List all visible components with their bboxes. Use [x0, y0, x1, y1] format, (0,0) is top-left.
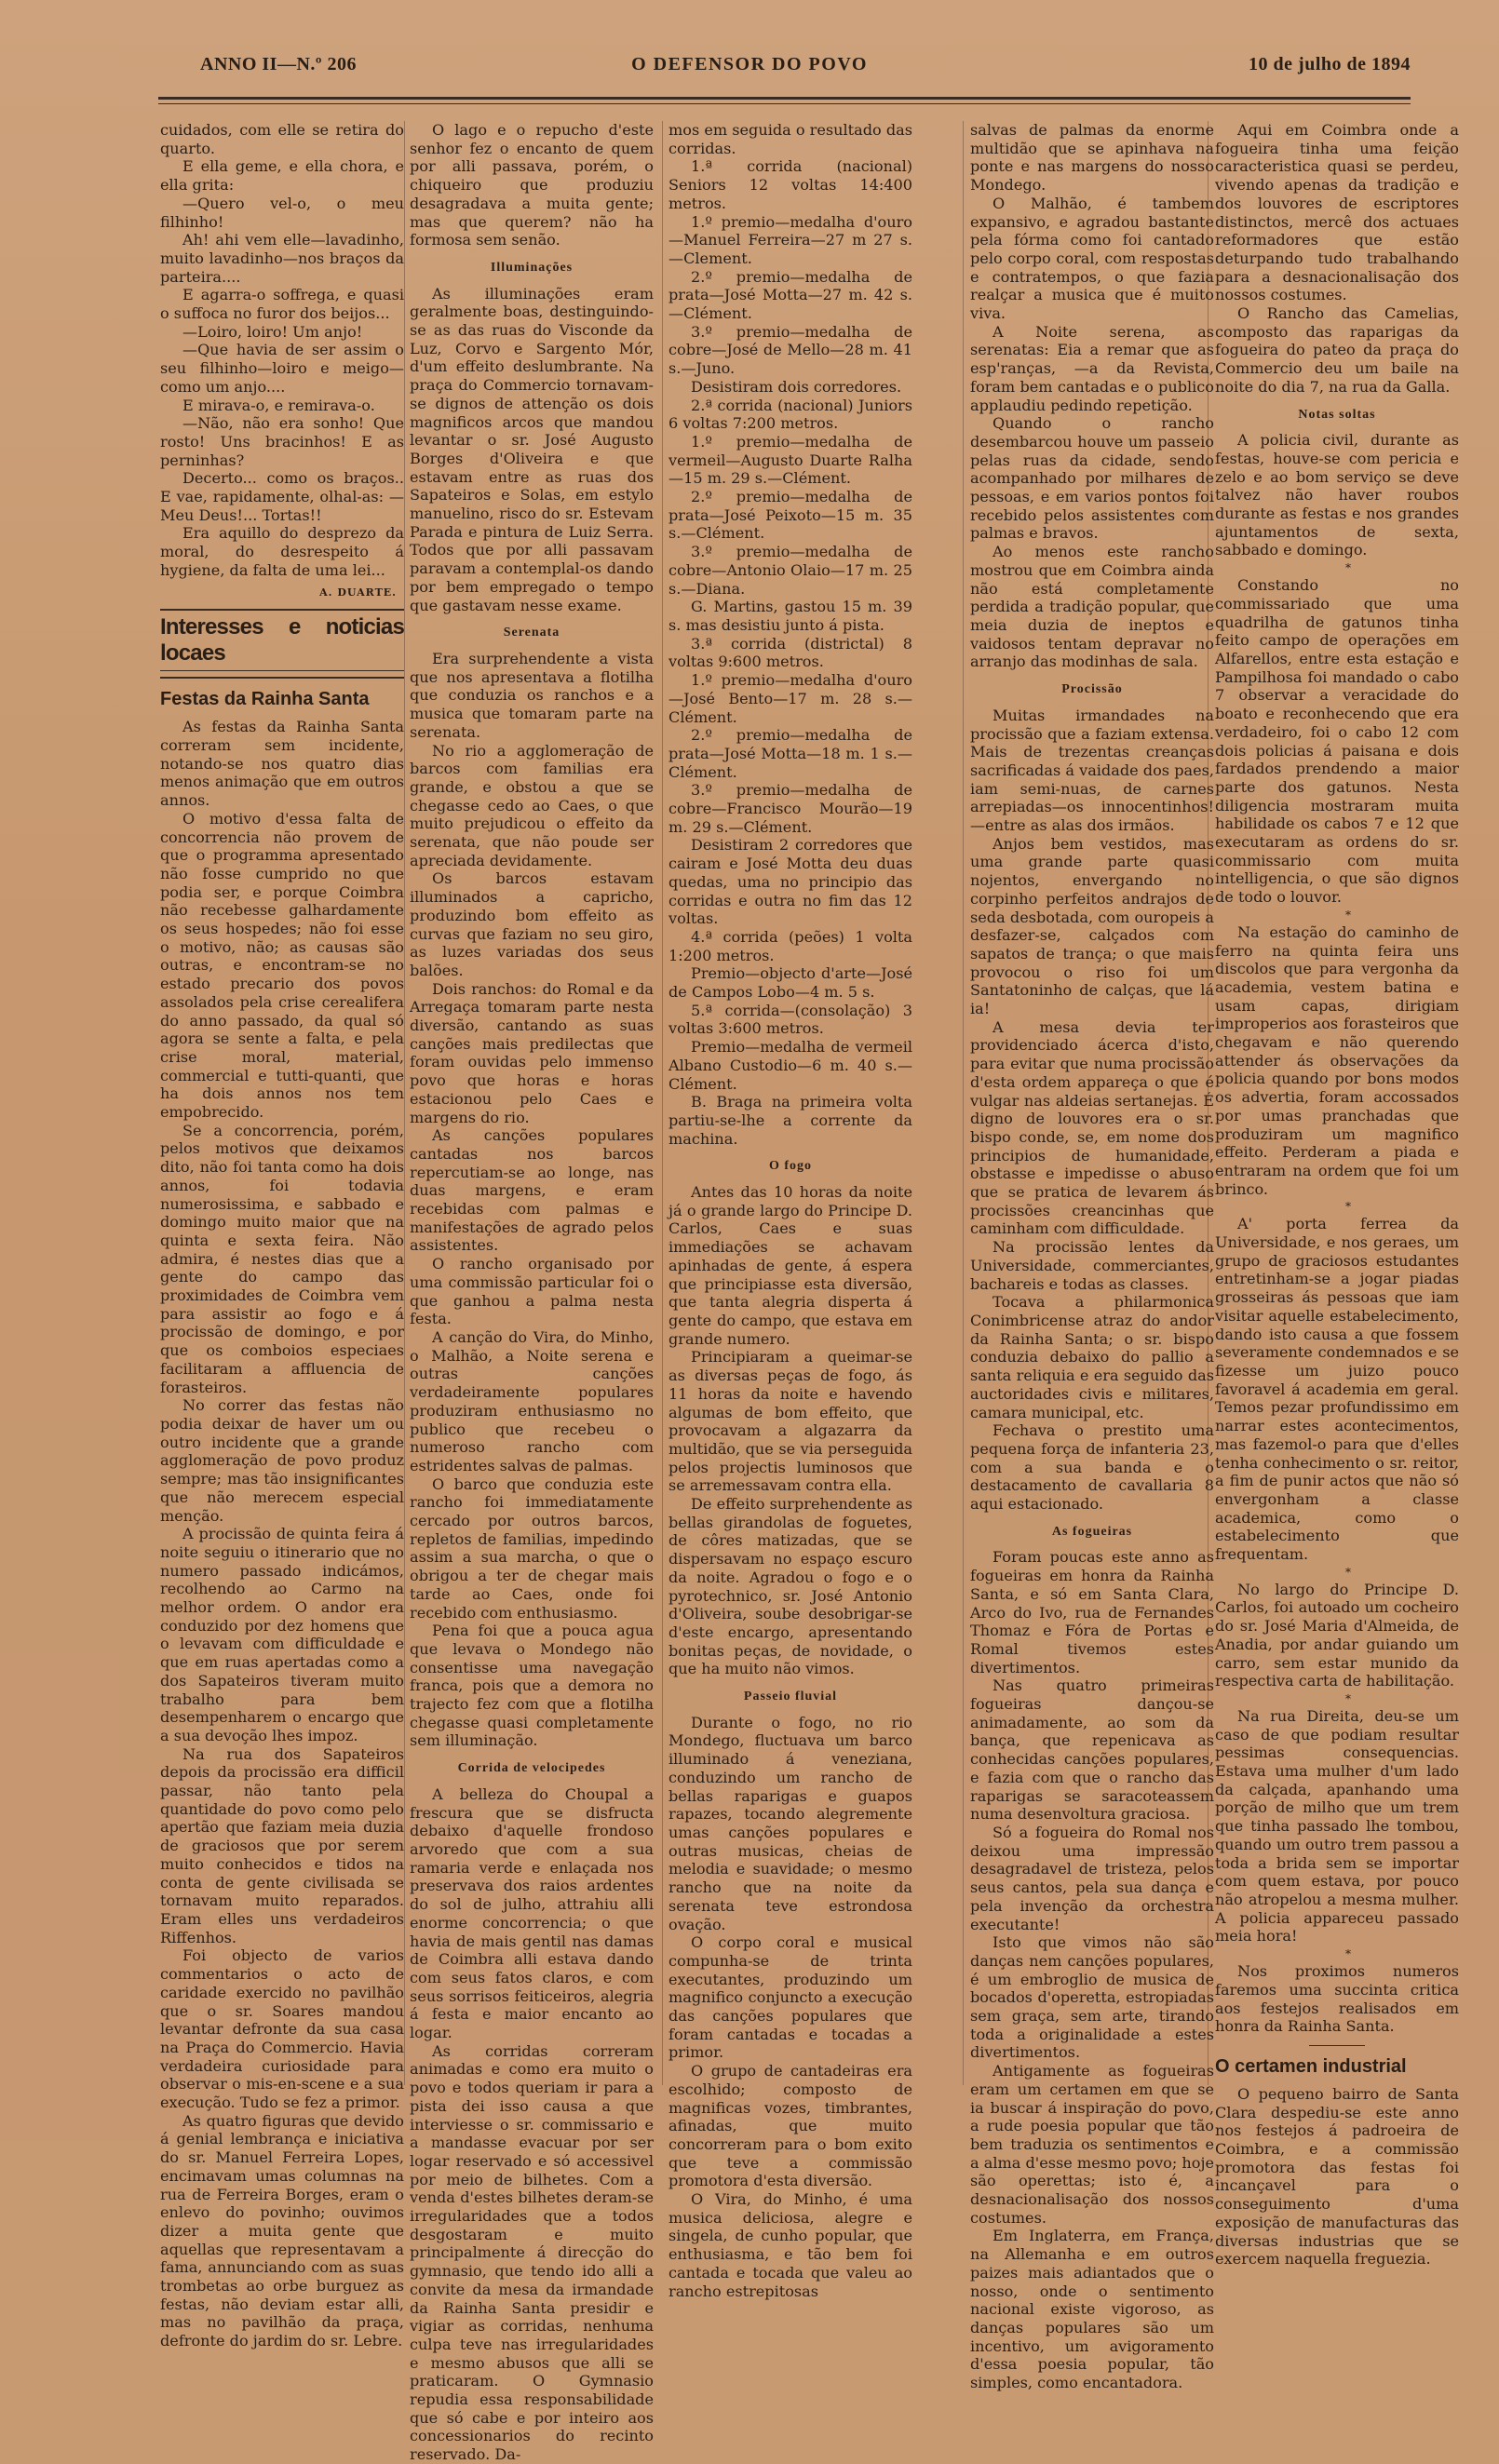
subsection-heading: Notas soltas [1298, 407, 1376, 422]
short-rule [1309, 2045, 1365, 2046]
paragraph: A' porta ferrea da Universidade, e nos geraes, um grupo de graciosos estudantes entretinham-se a jogar piadas grosseiras ás pessoas que iam visitar aquelle estabelecimento, dando isto causa a que fossem severamente condemnados e se fizesse um juizo pouco favoravel á academia em geral. Temos pezar profundissimo em narrar estes acontecimentos, mas fazemol-o para que d'elles tenha conhecimento o sr. reitor, a fim de punir actos que não só envergonham a classe academica, como o estabelecimento que frequentam. [1215, 1215, 1459, 1564]
paragraph: Tocava a philarmonica Conimbricense atraz do andor da Rainha Santa; o sr. bispo conduzia debaixo do pallio a santa reliquia e era seguido das auctoridades civis e militares, camara municipal, etc. [970, 1293, 1214, 1421]
paragraph: E ella geme, e ella chora, e ella grita: [160, 157, 404, 195]
subsection-heading: Serenata [503, 626, 560, 640]
paragraph: A canção do Vira, do Minho, o Malhão, a Noite serena e outras canções verdadeiramente populares produziram enthusiasmo no publico que recebeu o numeroso rancho com estridentes salvas de palmas. [410, 1328, 654, 1474]
masthead-rule-thin [158, 103, 1411, 104]
paragraph: Só a fogueira do Romal nos deixou uma impressão desagradavel de tristeza, pelos seus cantos, pela sua dança e pela invenção da orchestra executante! [970, 1823, 1214, 1933]
paragraph: Foram poucas este anno as fogueiras em honra da Rainha Santa, e só em Santa Clara, Arco do Ivo, rua de Fernandes Thomaz e Fóra de Portas e Romal tivemos estes divertimentos. [970, 1548, 1214, 1676]
race-result: 1.º premio—medalha de vermeil—Augusto Duarte Ralha—15 m. 29 s.—Clément. [668, 432, 912, 488]
paragraph: Os barcos estavam illuminados a capricho, produzindo bom effeito as curvas que faziam no seu giro, as luzes variadas dos seus balões. [410, 869, 654, 979]
star-separator: * [1345, 908, 1351, 922]
paragraph: Na rua Direita, deu-se um caso de que podiam resultar pessimas consequencias. Estava uma mulher d'um lado da calçada, apanhando uma porção de milho que um trem que tinha passado lhe tombou, quando um outro trem passou a toda a brida sem se importar com quem estava, por pouco não atropelou a mesma mulher. A policia appareceu passado meia hora! [1215, 1706, 1459, 1946]
newspaper-title: O DEFENSOR DO POVO [631, 54, 868, 74]
paragraph: E mirava-o, e remirava-o. [182, 396, 375, 414]
paragraph: Nos proximos numeros faremos uma succinta critica aos festejos realisados em honra da Rainha Santa. [1215, 1962, 1459, 2036]
paragraph: —Que havia de ser assim o seu filhinho—loiro e meigo—como um anjo.... [160, 341, 404, 396]
subsection-heading: Corrida de velocipedes [457, 1761, 606, 1776]
race-result: 1.º premio—medalha d'ouro—José Bento—17 m. 28 s.—Clément. [668, 671, 912, 726]
race-result: Desistiram 2 corredores que cairam e José Motta deu duas quedas, uma no principio das corridas e outra no fim das 12 voltas. [668, 836, 912, 928]
subsection-heading: Illuminações [490, 260, 574, 275]
paragraph: A belleza do Choupal a frescura que se disfructa debaixo d'aquelle frondoso arvoredo que com a sua ramaria verde e enlaçada nos preservava dos raios ardentes do sol de julho, attrahiu alli enorme concorrencia; o que havia de mais gentil nas damas de Coimbra alli estava dando com seus fatos claros, e com seus sorrisos feiticeiros, alegria á festa e maior encanto ao logar. [410, 1784, 654, 2042]
race-result: B. Braga na primeira volta partiu-se-lhe a corrente da machina. [668, 1093, 912, 1148]
paragraph: No correr das festas não podia deixar de haver um ou outro incidente que a grande agglomeração de povo produz sempre; mas tão insignificantes que não merecem especial menção. [160, 1396, 404, 1525]
race-result: G. Martins, gastou 15 m. 39 s. mas desistiu junto á pista. [668, 598, 912, 634]
paragraph: Muitas irmandades na procissão que a faziam extensa. Mais de trezentas creanças sacrificadas á vaidade dos paes, iam semi-nuas, de carnes arrepiadas—os innocentinhos!—entre as alas dos irmãos. [970, 706, 1214, 835]
column-2 [410, 121, 654, 2464]
paragraph: Antigamente as fogueiras eram um certamen em que se ia buscar á inspiração do povo, a rude poesia popular que tão bem traduzia os sentimentos e a alma d'esse mesmo povo; hoje são operettas; isto é, a desnacionalisação dos nossos costumes. [970, 2062, 1214, 2227]
paragraph: cuidados, com elle se retira do quarto. [160, 121, 404, 157]
column-1 [160, 121, 404, 2350]
paragraph: Decerto... como os braços.. E vae, rapidamente, olhal-as: —Meu Deus!... Tortas!! [160, 469, 404, 524]
paragraph: Ah! ahi vem elle—lavadinho, muito lavadinho—nos braços da parteira.... [160, 231, 404, 286]
section-rule [160, 677, 404, 679]
race-result: 4.ª corrida (peões) 1 volta 1:200 metros. [668, 927, 912, 964]
issue-number: ANNO II—N.º 206 [200, 54, 357, 74]
paragraph: As corridas correram animadas e como era muito o povo e todos queriam ir para a pista dei isso causa a que interviesse o sr. commissario e a mandasse evacuar por ser logar reservado e só accessivel por meio de bilhetes. Com a venda d'estes bilhetes deram-se irregularidades que a todos desgostaram e muito principalmente á direcção do gymnasio, que tendo ido alli a convite da mesa da irmandade da Rainha Santa presidir e vigiar as corridas, nenhuma culpa teve nas irregularidades e mesmo abusos que alli se praticaram. O Gymnasio repudia essa responsabilidade que só cabe e por inteiro aos concessionarios do recinto reservado. Da- [410, 2041, 654, 2464]
paragraph: As canções populares cantadas nos barcos repercutiam-se ao longe, nas duas margens, e eram recebidas com palmas e manifestações de agrado pelos assistentes. [410, 1126, 654, 1255]
paragraph: —Quero vel-o, o meu filhinho! [160, 194, 404, 231]
paragraph: Nas quatro primeiras fogueiras dançou-se animadamente, ao som da bança, que repenicava as conhecidas canções populares, e fazia com que o rancho das raparigas se saracoteassem numa desenvoltura graciosa. [970, 1676, 1214, 1824]
article-title: Festas da Rainha Santa [160, 689, 370, 710]
paragraph: O Vira, do Minho, é uma musica deliciosa, alegre e singela, de cunho popular, que enthusiasma, e tão bem foi cantada e tocada que valeu ao rancho estrepitosas [668, 2190, 912, 2300]
paragraph: As illuminações eram geralmente boas, destinguindo-se as das ruas do Visconde da Luz, Corvo e Sargento Mór, d'um effeito deslumbrante. Na praça do Commercio tornavam-se dignos de attenção os dois magnificos arcos que mandou levantar o sr. José Augusto Borges d'Oliveira e que estavam entre as ruas dos Sapateiros e Solas, em estylo manuelino, risco do sr. Estevam Parada e pintura de Luiz Serra. Todos que por alli passavam paravam a contemplal-os dando por bem empregado o tempo que gastavam nesse exame. [410, 284, 654, 614]
paragraph: Era aquillo do desprezo da moral, do desrespeito á hygiene, da falta de uma lei... [160, 524, 404, 579]
race-result: 2.º premio—medalha de prata—José Motta—27 m. 42 s.—Clément. [668, 267, 912, 323]
paragraph: Foi objecto de varios commentarios o acto de caridade exercido no pavilhão que o sr. Soares mandou levantar defronte da sua casa na Praça do Commercio. Havia verdadeira curiosidade para observar o mis-en-scene e a sua execução. Tudo se fez a primor. [160, 1946, 404, 2112]
paragraph: Se a concorrencia, porém, pelos motivos que deixamos dito, não foi tanta como ha dois annos, foi todavia numerosissima, e sabbado e domingo muito maior que na quinta e sexta feira. Não admira, é nestes dias que a gente do campo das proximidades de Coimbra vem para assistir ao fogo e á procissão de domingo, e por que os comboios especiaes facilitaram a affluencia de forasteiros. [160, 1121, 404, 1396]
paragraph: O lago e o repucho d'este senhor fez o encanto de quem por alli passava, porém, o chiqueiro que produziu desagradava a muita gente; mas que querem? não ha formosa sem senão. [410, 121, 654, 249]
paragraph: Principiaram a queimar-se as diversas peças de fogo, ás 11 horas da noite e havendo algumas de bom effeito, que provocavam a algazarra da multidão, que se via perseguida pelos projectis luminosos que se arremessavam contra ella. [668, 1348, 912, 1495]
paragraph: O Malhão, é tambem expansivo, e agradou bastante pela fórma como foi cantado pelo corpo coral, com respostas e contratempos, o que fazia realçar a musica que é muito viva. [970, 194, 1214, 323]
paragraph: Pena foi que a pouca agua que levava o Mondego não consentisse uma navegação franca, pois que a demora no trajecto fez com que a flotilha chegasse quasi completamente sem illuminação. [410, 1622, 654, 1750]
paragraph: As quatro figuras que devido á genial lembrança e iniciativa do sr. Manuel Ferreira Lopes, encimavam umas columnas na rua de Ferreira Borges, eram o enlevo do povinho; ouvimos dizer a muita gente que aquellas que representavam a fama, annunciando com as suas trombetas ao orbe burguez as festas, não deviam estar alli, mas no pavilhão da praça, defronte do jardim do sr. Lebre. [160, 2111, 404, 2350]
issue-date: 10 de julho de 1894 [1249, 54, 1411, 74]
masthead [0, 54, 1499, 80]
paragraph: A policia civil, durante as festas, houve-se com pericia e zelo e ao bom serviço se deve talvez não haver roubos durante as festas e nos grandes ajuntamentos de sexta, sabbado e domingo. [1215, 431, 1459, 559]
column-divider [963, 121, 964, 2085]
paragraph: Na rua dos Sapateiros depois da procissão era difficil passar, não tanto pela quantidade do povo como pelo apertão que faziam meia duzia de graciosos que por serem muito conhecidos e tidos na conta de gente civilisada se tornavam muito reparados. Eram elles uns verdadeiros Riffenhos. [160, 1744, 404, 1946]
column-4 [970, 121, 1214, 2392]
paragraph: Durante o fogo, no rio Mondego, fluctuava um barco illuminado á veneziana, conduzindo um rancho de bellas raparigas e guapos rapazes, tocando alegremente umas canções populares e outras musicas, cheias de melodia e suavidade; o mesmo rancho que na noite da serenata teve estrondosa ovação. [668, 1713, 912, 1933]
race-result: Desistiram dois corredores. [691, 377, 902, 396]
paragraph: —Loiro, loiro! Um anjo! [182, 322, 363, 341]
paragraph: Era surprehendente a vista que nos apresentava a flotilha que conduzia os ranchos e a musica que tomaram parte na serenata. [410, 649, 654, 741]
column-divider [404, 121, 405, 2085]
masthead-rule-thick [158, 97, 1411, 100]
paragraph: As festas da Rainha Santa correram sem incidente, notando-se nos quatro dias menos animação que em outros annos. [160, 718, 404, 810]
race-result: 2.º premio—medalha de prata—José Motta—18 m. 1 s.—Clément. [668, 726, 912, 781]
paragraph: Antes das 10 horas da noite já o grande largo do Principe D. Carlos, Caes e suas immediações se achavam apinhadas de gente, á espera que principiasse esta diversão, que tanta alegria disperta á gente do campo, que estava em grande numero. [668, 1183, 912, 1348]
subsection-heading: Passeio fluvial [743, 1690, 838, 1704]
paragraph: Na estação do caminho de ferro na quinta feira uns discolos que para vergonha da academia, vestem batina e usam capas, dirigiam improperios aos forasteiros que chegavam e não querendo attender ás observações da policia quando por bons modos os advertia, foram accossados por umas pranchadas que produziram um magnifico effeito. Perderam a piada e entraram na ordem que foi um brinco. [1215, 922, 1459, 1198]
paragraph: Anjos bem vestidos, mas uma grande parte quasi nojentos, envergando no corpinho perfeitos andrajos de seda desbotada, com ouropeis a desfazer-se, calçados com sapatos de trança; o que mais provocou o riso foi um Santatoninho de calças, que lá ia! [970, 834, 1214, 1018]
paragraph: Ao menos este rancho mostrou que em Coimbra ainda não está completamente perdida a tradição popular, que meia duzia de ineptos e vaidosos tentam depravar no arranjo das modinhas de sala. [970, 543, 1214, 671]
paragraph: O corpo coral e musical compunha-se de trinta executantes, produzindo um magnifico conjuncto a execução das canções populares que foram cantadas e tocadas a primor. [668, 1933, 912, 2062]
paragraph: O Rancho das Camelias, composto das raparigas da fogueira do pateo da praça do Commercio deu um baile na noite do dia 7, na rua da Galla. [1215, 304, 1459, 396]
star-separator: * [1345, 1565, 1351, 1579]
paragraph: A mesa devia ter providenciado ácerca d'isto, para evitar que numa procissão d'esta ordem appareça o que é vulgar nas aldeias sertanejas. É digno de louvores era o sr. bispo conde, se, em nome dos principios de humanidade, obstasse e impedisse o abuso que se pratica de levarem ás procissões creancinhas que caminham com difficuldade. [970, 1017, 1214, 1238]
column-3 [668, 121, 912, 2300]
paragraph: O rancho organisado por uma commissão particular foi o que ganhou a palma nesta festa. [410, 1255, 654, 1328]
paragraph: Constando no commissariado que uma quadrilha de gatunos tinha feito campo de operações em Alfarellos, entre esta estação e Pampilhosa foi mandado o cabo 7 observar a veracidade do boato e reconhecendo que era verdadeiro, foi o cabo 12 com dois policias á paisana e dois fardados prendendo a maior parte dos gatunos. Nesta diligencia mostraram muita habilidade os cabos 7 e 12 que executaram as ordens do sr. commissario com muita intelligencia, o que são dignos de todo o louvor. [1215, 576, 1459, 907]
column-5 [1215, 121, 1459, 2269]
paragraph: —Não, não era sonho! Que rosto! Uns bracinhos! E as perninhas? [160, 414, 404, 469]
race-result: 1.º premio—medalha d'ouro—Manuel Ferreira—27 m 27 s.—Clement. [668, 212, 912, 267]
author-signature: A. DUARTE. [319, 586, 397, 599]
paragraph: No rio a agglomeração de barcos com familias era grande, e obstou a que se chegasse cedo ao Caes, o que muito prejudicou o effeito da serenata, que não poude ser apreciada devidamente. [410, 741, 654, 869]
paragraph: Isto que vimos não são danças nem canções populares, é um embroglio de musica de bocados d'operetta, estropiadas sem graça, sem arte, tirando toda a originalidade a estes divertimentos. [970, 1933, 1214, 2062]
paragraph: Fechava o prestito uma pequena força de infanteria 23, com a sua banda e o destacamento de cavallaria 8 aqui estacionado. [970, 1421, 1214, 1514]
star-separator: * [1345, 1200, 1351, 1214]
paragraph: E agarra-o soffrega, e quasi o suffoca no furor dos beijos... [160, 286, 404, 323]
paragraph: Quando o rancho desembarcou houve um passeio pelas ruas da cidade, sendo acompanhado por milhares de pessoas, e em varios pontos foi recebido pelos assistentes com palmas e bravos. [970, 414, 1214, 543]
paragraph: Na procissão lentes da Universidade, commerciantes, bachareis e todas as classes. [970, 1238, 1214, 1293]
race-result: 5.ª corrida—(consolação) 3 voltas 3:600 metros. [668, 1001, 912, 1038]
race-result: 3.ª corrida (districtal) 8 voltas 9:600 metros. [668, 634, 912, 671]
paragraph: O motivo d'essa falta de concorrencia não provem de que o programma apresentado não fosse cumprido no que podia ser, e porque Coimbra não recebesse galhardamente os seus hospedes; não foi esse o motivo, não; as causas são outras, e encontram-se no estado precario dos povos assolados pela crise cerealifera do anno passado, da qual só agora se sente a falta, e pela crise moral, material, commercial e tutti-quanti, que ha dois annos nos tem empobrecido. [160, 809, 404, 1122]
race-result: 3.º premio—medalha de cobre—Antonio Olaio—17 m. 25 s.—Diana. [668, 543, 912, 598]
race-result: Premio—medalha de vermeil Albano Custodio—6 m. 40 s.—Clément. [668, 1038, 912, 1093]
paragraph: salvas de palmas da enorme multidão que se apinhava na ponte e nas margens do nosso Mondego. [970, 121, 1214, 195]
subsection-heading: Procissão [1061, 682, 1123, 697]
article-title: O certamen industrial [1215, 2055, 1407, 2077]
paragraph: A procissão de quinta feira á noite seguiu o itinerario que no numero passado indicámos, recolhendo ao Carmo na melhor ordem. O andor era conduzido por dez homens que o levavam com difficuldade e que em ruas apertadas como a dos Sapateiros tiveram muito trabalho para bem desempenharem o encargo que a sua devoção lhes impoz. [160, 1525, 404, 1744]
paragraph: O grupo de cantadeiras era escolhido; composto de magnificas vozes, timbrantes, afinadas, que muito concorreram para o bom exito que teve a commissão promotora d'esta diversão. [668, 2062, 912, 2190]
paragraph: No largo do Principe D. Carlos, foi autoado um cocheiro do sr. José Maria d'Almeida, de Anadia, por andar guiando um carro, sem estar munido da respectiva carta de habilitação. [1215, 1580, 1459, 1690]
subsection-heading: O fogo [768, 1159, 813, 1174]
paragraph: O pequeno bairro de Santa Clara despediu-se este anno nos festejos á padroeira de Coimbra, e a commissão promotora das festas foi incançavel para o conseguimento d'uma exposição de manufacturas das diversas industrias que se exercem naquella freguezia. [1215, 2084, 1459, 2269]
race-result: 2.ª corrida (nacional) Juniors 6 voltas 7:200 metros. [668, 396, 912, 433]
paragraph: Dois ranchos: do Romal e da Arregaça tomaram parte nesta diversão, cantando as suas canções mais predilectas que foram ouvidas pelo immenso povo que horas e horas estacionou pelo Caes e margens do rio. [410, 979, 654, 1126]
star-separator: * [1345, 561, 1351, 575]
paragraph: A Noite serena, as serenatas: Eia a remar que as esp'ranças, —a da Revista, foram bem cantadas e o publico applaudiu pedindo repetição. [970, 322, 1214, 414]
paragraph: Aqui em Coimbra onde a fogueira tinha uma feição caracteristica quasi se perdeu, vivendo apenas da tradição e dos louvores de escriptores distinctos, mercê dos actuaes reformadores que estão deturpando tudo trabalhando para a desnacionalisação dos nossos costumes. [1215, 121, 1459, 304]
star-separator: * [1345, 1947, 1351, 1961]
race-result: Premio—objecto d'arte—José de Campos Lobo—4 m. 5 s. [668, 964, 912, 1002]
race-result: 1.ª corrida (nacional) Seniors 12 voltas 14:400 metros. [668, 157, 912, 212]
race-result: 3.º premio—medalha de cobre—José de Mello—28 m. 41 s.—Juno. [668, 322, 912, 378]
paragraph: De effeito surprehendente as bellas girandolas de foguetes, de côres matizadas, que se dispersavam no espaço escuro da noite. Agradou o fogo e o pyrotechnico, sr. José Antonio d'Oliveira, soube desobrigar-se d'este encargo, apresentando bonitas peças, de novidade, o que ha muito não vimos. [668, 1495, 912, 1678]
paragraph: Em Inglaterra, em França, na Allemanha e em outros paizes mais adiantados que o nosso, onde o sentimento nacional existe vigoroso, as danças populares são um incentivo, um avigoramento d'essa poesia popular, tão simples, como encantadora. [970, 2227, 1214, 2392]
paragraph: O barco que conduzia este rancho foi immediatamente cercado por outros barcos, repletos de familias, impedindo assim a sua marcha, o que o obrigou a ter de chegar mais tarde ao Caes, onde foi recebido com enthusiasmo. [410, 1474, 654, 1622]
subsection-heading: As fogueiras [1051, 1524, 1133, 1539]
race-result: 2.º premio—medalha de prata—José Peixoto—15 m. 35 s.—Clément. [668, 488, 912, 543]
star-separator: * [1345, 1691, 1351, 1705]
paragraph: mos em seguida o resultado das corridas. [668, 121, 912, 157]
race-result: 3.º premio—medalha de cobre—Francisco Mourão—19 m. 29 s.—Clément. [668, 781, 912, 836]
section-heading: Interesses e noticias locaes [160, 609, 404, 671]
column-divider [662, 121, 663, 2085]
